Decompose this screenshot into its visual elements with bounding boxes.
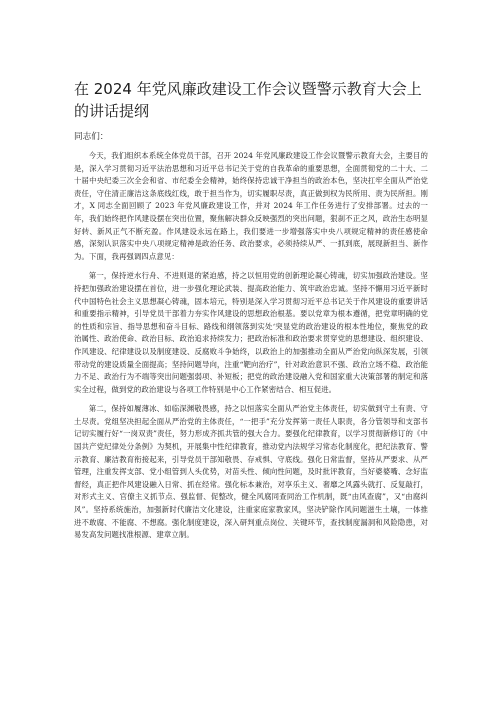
document-body: [74, 150, 428, 549]
salutation: 同志们：: [74, 132, 109, 142]
paragraph-point-one: 第一，保持逆水行舟、不进则退的紧迫感，持之以恒用党的创新理论凝心铸魂，切实加强政治建设。坚持把加强政治建设摆在首位，进一步强化理论武装、提高政治能力、筑牢政治忠诚。坚持不懈用习近平新时代中国特色社会主义思想凝心铸魂，固本培元，特别是深入学习贯彻习近平总书记关于作风建设的重要讲话和重要指示精神，引导党员干部着力夯实作风建设的思想政治根基。要以党章为根本遵循，把党章明确的党的性质和宗旨、指导思想和奋斗目标、路线和纲领落到实处‘突显党的政治建设的根本性地位，聚焦党的政治属性、政治使命、政治目标、政治追求持续发力；把政治标准和政治要求贯穿党的思想建设、组织建设、作风建设、纪律建设以及制度建设、反腐败斗争始终，以政治上的加强推动全面从严治党向纵深发展，引领带动党的建设质量全面提高；坚持问题导向，注重“靶向治疗”，针对政治意识不强、政治立场不稳、政治能力不足、政治行为不端等突出问题强弱项、补短板；把党的政治建设融入党和国家重大决策部署的制定和落实全过程，做到党的政治建设与各项工作特别是中心工作紧密结合、相互促进。: [74, 271, 428, 394]
paragraph-intro: 今天，我们组织本系统全体党员干部，召开 2024 年党风廉政建设工作会议暨警示教育大会，主要目的是，深入学习贯彻习近平法治思想和习近平总书记关于党的自我革命的重要思想，全面贯彻党的二十大、二十届中央纪委三次全会和省、市纪委全会精神，始终保持忠诚干净担当的政治本色，坚决扛牢全面从严治党责任，守住清正廉洁这条底线红线，敢于担当作为，切实履职尽责，真正做到权为民所用、责为民所担。刚才，X 同志全面回顾了 2023 年党风廉政建设工作，并对 2024 年工作任务进行了安排部署。过去的一年，我们始终把作风建设摆在突出位置，聚焦解决群众反映强烈的突出问题，狠刹不正之风，政治生态明显好转、新风正气不断充盈。作风建设永远在路上，我们要进一步增强落实中央八项规定精神的责任感使命感，深刻认识落实中央八项规定精神是政治任务、政治要求，必须持续从严、一抓到底，展现新担当、新作为。下面，我再强调四点意见：: [74, 151, 428, 261]
paragraph-point-two: 第二，保持如履薄冰、如临深渊敬畏感，持之以恒落实全面从严治党主体责任，切实做到守土有责、守土尽责。党组坚决担起全面从严治党的主体责任，“一把手”充分发挥第一责任人职责，各分管领导和支部书记切实履行好“一岗双责”责任，努力形成齐抓共管的强大合力。要强化纪律教育，以学习贯彻新修订的《中国共产党纪律处分条例》为契机，开展集中性纪律教育，推动党内法规学习常态化制度化，把纪法教育、警示教育、廉洁教育衔接起来，引导党员干部知敬畏、存戒惧、守底线。强化日常监督，坚持从严要求、从严管理，注重发挥支部、党小组管到人头优势，对苗头性、倾向性问题，及时批评教育，当好婆婆嘴、念好监督经，真正把作风建设融入日常、抓在经常。强化标本兼治，对享乐主义、奢靡之风露头就打、反复敲打，对形式主义、官僚主义抓节点、强监督、促整改，健全风腐同查同治工作机制，既“由风查腐”，又“由腐纠风”。坚持系统施治，加强新时代廉洁文化建设，注重家庭家教家风，坚决铲除作风问题滋生土壤，一体推进不敢腐、不能腐、不想腐。强化制度建设，深入研判重点岗位、关键环节，查找制度漏洞和风险隐患，对易发高发问题找准根源、建章立制。: [74, 404, 428, 540]
document-title: 在 2024 年党风廉政建设工作会议暨警示教育大会上的讲话提纲: [74, 80, 422, 120]
